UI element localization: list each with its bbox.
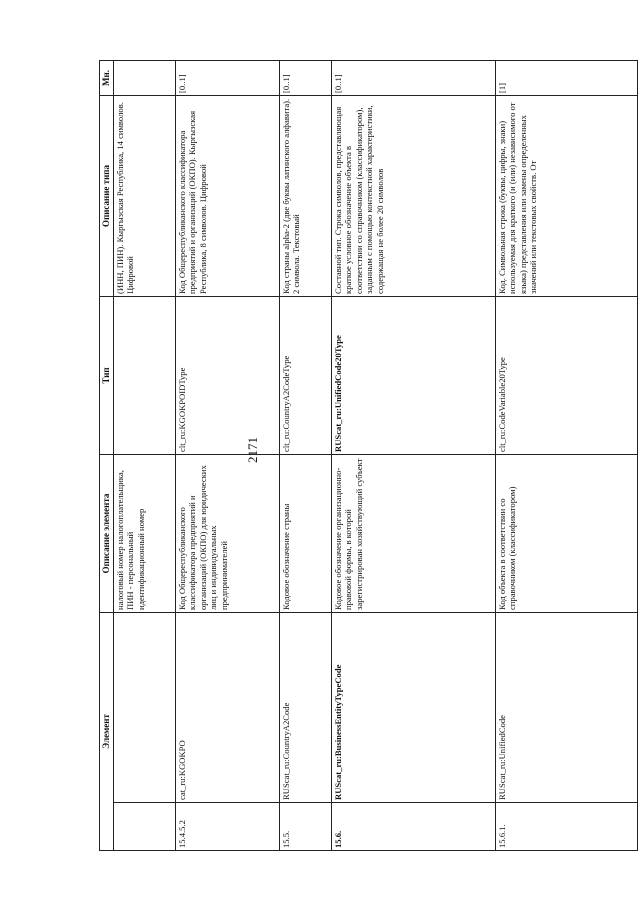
row-element: RUScat_ru:UnifiedCode [495, 612, 637, 802]
row-type-description: Код страны alpha-2 (две буквы латинского алфавита). 2 символа. Текстовый [279, 95, 331, 296]
row-number: 15.6. [331, 803, 495, 851]
row-type: clt_ru:KGOKPOIDType [175, 296, 279, 454]
row-type [113, 296, 175, 454]
row-multiplicity: [0..1] [175, 60, 279, 95]
header-type: Тип [100, 296, 114, 454]
row-multiplicity: [1] [495, 60, 637, 95]
row-multiplicity [113, 60, 175, 95]
rotated-table-container [99, 61, 640, 851]
table-row [279, 60, 331, 850]
row-description: Код Общереспубликанского классификатора предприятий и организаций (ОКПО) для юридических лиц и индивидуальных предпринимателей [175, 454, 279, 612]
row-number: 15.6.1. [495, 803, 637, 851]
row-type: clt_ru:CodeVariable20Type [495, 296, 637, 454]
row-description: налоговый номер налогоплательщика, ПИН - персональный идентификационный номер [113, 454, 175, 612]
row-element: cat_ru:KGOKPO [175, 612, 279, 802]
table-row [113, 60, 175, 850]
row-element [113, 612, 175, 802]
row-number: 15.5. [279, 803, 331, 851]
row-description: Кодовое обозначение организационно-правовой формы, в которой зарегистрирован хозяйствующий субъект [331, 454, 495, 612]
row-number [113, 803, 175, 851]
row-description: Кодовое обозначение страны [279, 454, 331, 612]
row-type-description: (ИНН, ПИН). Кыргызская Республика, 14 символов. Цифровой [113, 95, 175, 296]
header-description: Описание элемента [100, 454, 114, 612]
row-multiplicity: [0..1] [279, 60, 331, 95]
elements-table [99, 60, 638, 851]
table-row [175, 60, 279, 850]
row-type: clt_ru:CountryA2CodeType [279, 296, 331, 454]
row-element: RUScat_ru:BusinessEntityTypeCode [331, 612, 495, 802]
row-multiplicity: [0..1] [331, 60, 495, 95]
row-element: RUScat_ru:CountryA2Code [279, 612, 331, 802]
row-type-description: Код Общереспубликанского классификатора предприятий и организаций (ОКПО). Кыргызская Республика, 8 символов. Цифровой [175, 95, 279, 296]
header-type-description: Описание типа [100, 95, 114, 296]
row-description: Код объекта в соответствии со справочником (классификатором) [495, 454, 637, 612]
row-type: RUScat_ru:UnifiedCode20Type [331, 296, 495, 454]
row-type-description: Составной тип. Строка символов, представляющая краткое условное обозначение объекта в соответствии со справочником (классификатором), заданным с помощью контекстной характеристики, содержащая не более 20 символов [331, 95, 495, 296]
table-row [331, 60, 495, 850]
table-header-row [100, 60, 114, 850]
header-multiplicity: Мн. [100, 60, 114, 95]
page-number: 2171 [245, 437, 260, 463]
header-element: Элемент [100, 612, 114, 850]
table-row [495, 60, 637, 850]
row-number: 15.4.5.2 [175, 803, 279, 851]
row-type-description: Код. Символьная строка (буквы, цифры, знаки) используемая для краткого (и (или) независимого от языка) представления или замены определенных значений или текстовых свойств. От [495, 95, 637, 296]
